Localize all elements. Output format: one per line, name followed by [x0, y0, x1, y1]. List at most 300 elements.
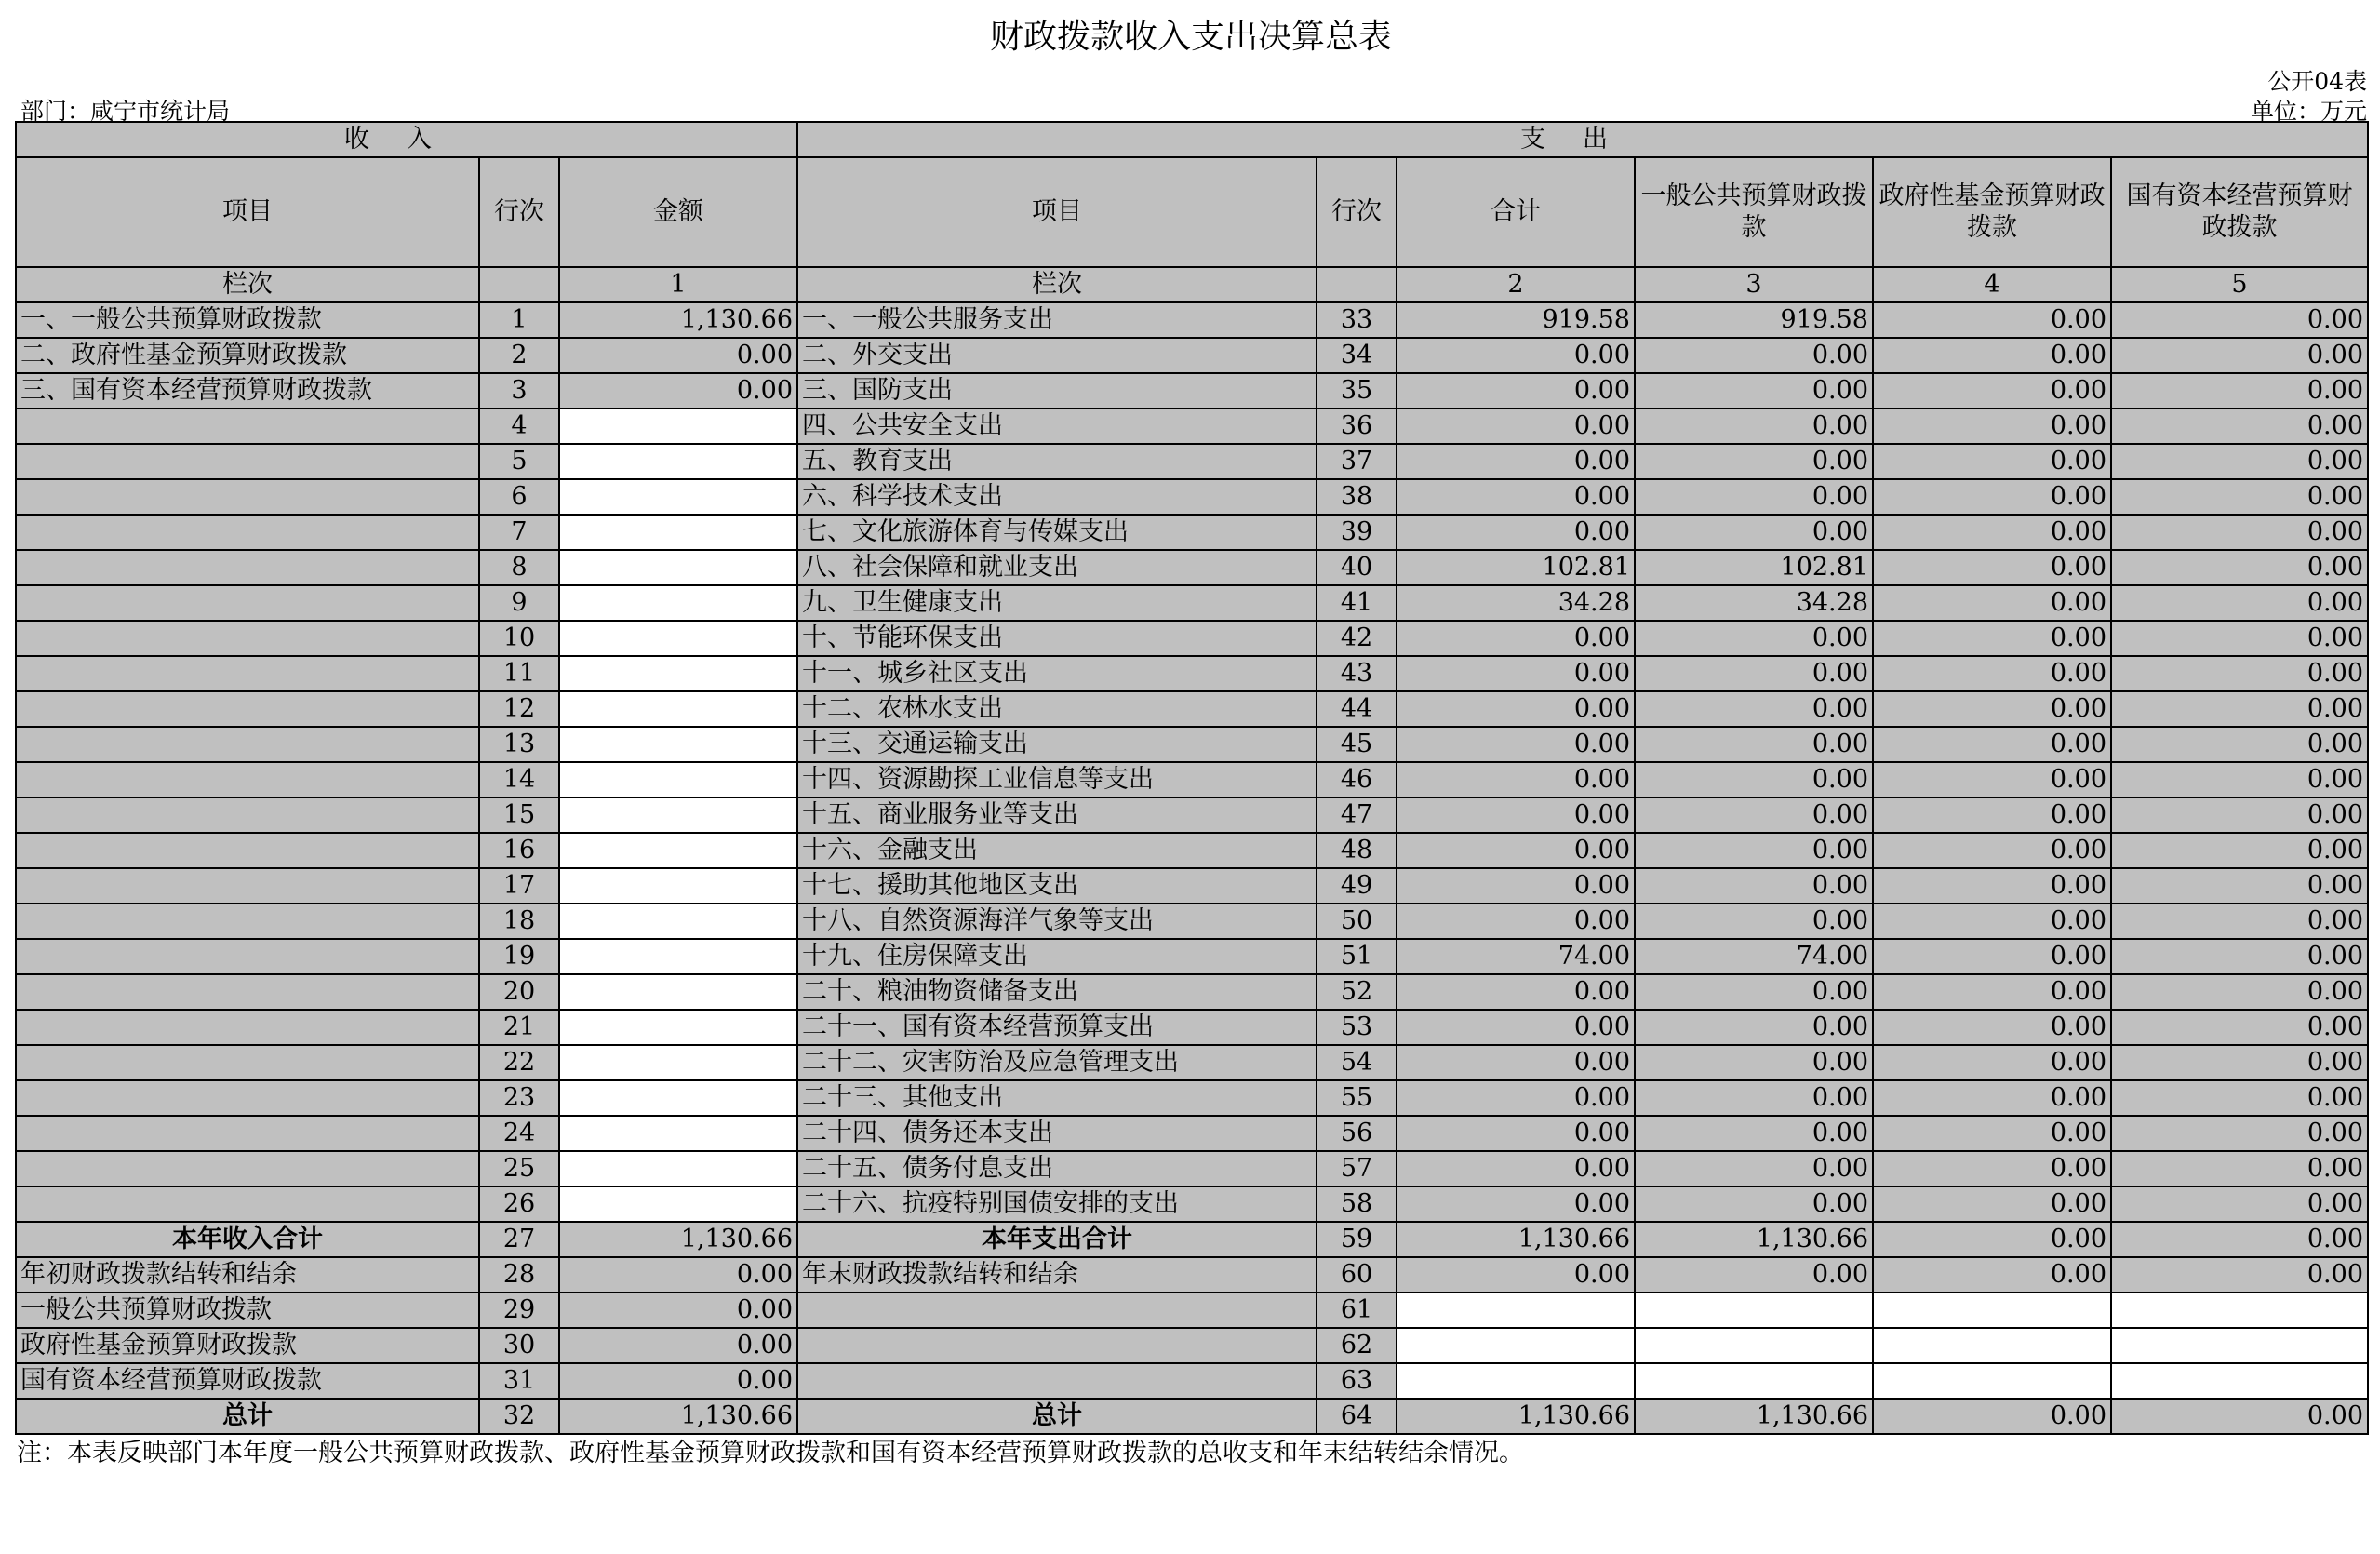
income-item: 一般公共预算财政拨款	[16, 1293, 479, 1328]
income-row-no: 29	[479, 1293, 559, 1328]
expense-item: 十七、援助其他地区支出	[797, 868, 1317, 904]
income-item: 政府性基金预算财政拨款	[16, 1328, 479, 1363]
expense-total: 74.00	[1397, 939, 1635, 974]
expense-state-capital: 0.00	[2111, 727, 2368, 762]
expense-total: 0.00	[1397, 974, 1635, 1010]
expense-item: 总计	[797, 1399, 1317, 1434]
income-row-no: 9	[479, 585, 559, 621]
income-amount	[559, 868, 797, 904]
expense-state-capital: 0.00	[2111, 1010, 2368, 1045]
expense-gov-fund: 0.00	[1873, 1080, 2111, 1116]
header-income-row-no: 行次	[479, 157, 559, 267]
income-row-no: 19	[479, 939, 559, 974]
expense-row-no: 49	[1317, 868, 1397, 904]
expense-gov-fund: 0.00	[1873, 1116, 2111, 1151]
income-row-no: 8	[479, 550, 559, 585]
section-header-row	[16, 122, 2368, 157]
expense-row-no: 41	[1317, 585, 1397, 621]
income-row-no: 18	[479, 904, 559, 939]
income-item	[16, 833, 479, 868]
expense-gov-fund: 0.00	[1873, 409, 2111, 444]
table-row	[16, 444, 2368, 479]
expense-general-budget: 1,130.66	[1635, 1399, 1873, 1434]
expense-state-capital: 0.00	[2111, 1151, 2368, 1186]
income-row-no: 21	[479, 1010, 559, 1045]
expense-gov-fund: 0.00	[1873, 302, 2111, 338]
expense-state-capital: 0.00	[2111, 1080, 2368, 1116]
expense-general-budget: 0.00	[1635, 1080, 1873, 1116]
income-item	[16, 550, 479, 585]
expense-state-capital	[2111, 1363, 2368, 1399]
income-item	[16, 1116, 479, 1151]
expense-row-no: 58	[1317, 1186, 1397, 1222]
table-row	[16, 1045, 2368, 1080]
expense-item: 十三、交通运输支出	[797, 727, 1317, 762]
table-row	[16, 1010, 2368, 1045]
expense-general-budget: 0.00	[1635, 762, 1873, 797]
table-row	[16, 868, 2368, 904]
expense-state-capital: 0.00	[2111, 904, 2368, 939]
income-item	[16, 974, 479, 1010]
department-row	[15, 91, 2367, 125]
expense-general-budget: 0.00	[1635, 904, 1873, 939]
spreadsheet	[15, 13, 2367, 1472]
income-amount: 0.00	[559, 1257, 797, 1293]
expense-total: 0.00	[1397, 904, 1635, 939]
expense-row-no: 60	[1317, 1257, 1397, 1293]
income-item	[16, 1186, 479, 1222]
expense-general-budget	[1635, 1293, 1873, 1328]
table-row	[16, 373, 2368, 409]
income-row-no: 22	[479, 1045, 559, 1080]
carryover-row	[16, 1257, 2368, 1293]
income-amount	[559, 656, 797, 691]
income-row-no: 4	[479, 409, 559, 444]
expense-gov-fund: 0.00	[1873, 444, 2111, 479]
income-row-no: 5	[479, 444, 559, 479]
column-header-row	[16, 157, 2368, 267]
income-row-no: 12	[479, 691, 559, 727]
expense-state-capital: 0.00	[2111, 1045, 2368, 1080]
income-row-no: 11	[479, 656, 559, 691]
expense-row-no: 48	[1317, 833, 1397, 868]
expense-row-no: 47	[1317, 797, 1397, 833]
expense-general-budget: 102.81	[1635, 550, 1873, 585]
carryover-row	[16, 1293, 2368, 1328]
expense-general-budget: 0.00	[1635, 1045, 1873, 1080]
income-amount: 1,130.66	[559, 1399, 797, 1434]
income-item	[16, 762, 479, 797]
expense-gov-fund: 0.00	[1873, 338, 2111, 373]
table-row	[16, 656, 2368, 691]
expense-total: 0.00	[1397, 373, 1635, 409]
expense-total	[1397, 1328, 1635, 1363]
expense-general-budget: 0.00	[1635, 409, 1873, 444]
expense-row-no: 39	[1317, 515, 1397, 550]
expense-total: 0.00	[1397, 1045, 1635, 1080]
income-amount: 0.00	[559, 1363, 797, 1399]
income-item	[16, 444, 479, 479]
income-item	[16, 585, 479, 621]
expense-item: 二十六、抗疫特别国债安排的支出	[797, 1186, 1317, 1222]
expense-total: 1,130.66	[1397, 1399, 1635, 1434]
expense-item: 十五、商业服务业等支出	[797, 797, 1317, 833]
expense-general-budget: 0.00	[1635, 444, 1873, 479]
table-row	[16, 409, 2368, 444]
income-section-header: 收入	[16, 122, 797, 157]
expense-gov-fund: 0.00	[1873, 1186, 2111, 1222]
expense-state-capital: 0.00	[2111, 797, 2368, 833]
expense-total	[1397, 1363, 1635, 1399]
expense-row-no: 40	[1317, 550, 1397, 585]
income-item: 总计	[16, 1399, 479, 1434]
expense-state-capital: 0.00	[2111, 479, 2368, 515]
income-amount	[559, 1010, 797, 1045]
expense-total: 0.00	[1397, 1186, 1635, 1222]
expense-gov-fund: 0.00	[1873, 691, 2111, 727]
table-row	[16, 515, 2368, 550]
expense-total: 0.00	[1397, 621, 1635, 656]
expense-gov-fund: 0.00	[1873, 585, 2111, 621]
income-amount	[559, 1080, 797, 1116]
income-amount	[559, 727, 797, 762]
expense-row-no: 45	[1317, 727, 1397, 762]
expense-total: 0.00	[1397, 338, 1635, 373]
expense-item: 本年支出合计	[797, 1222, 1317, 1257]
table-row	[16, 691, 2368, 727]
income-amount: 0.00	[559, 1328, 797, 1363]
income-row-no: 14	[479, 762, 559, 797]
expense-gov-fund: 0.00	[1873, 479, 2111, 515]
table-row	[16, 727, 2368, 762]
income-row-no: 2	[479, 338, 559, 373]
expense-general-budget: 0.00	[1635, 1116, 1873, 1151]
expense-row-no: 34	[1317, 338, 1397, 373]
expense-row-no: 52	[1317, 974, 1397, 1010]
form-code-row	[15, 61, 2367, 95]
income-amount	[559, 444, 797, 479]
expense-general-budget: 0.00	[1635, 1257, 1873, 1293]
expense-gov-fund: 0.00	[1873, 1399, 2111, 1434]
expense-state-capital: 0.00	[2111, 550, 2368, 585]
income-item	[16, 727, 479, 762]
income-amount	[559, 1151, 797, 1186]
expense-gov-fund: 0.00	[1873, 974, 2111, 1010]
income-row-no: 26	[479, 1186, 559, 1222]
income-row-no: 10	[479, 621, 559, 656]
table-row	[16, 302, 2368, 338]
expense-item	[797, 1328, 1317, 1363]
expense-total: 0.00	[1397, 797, 1635, 833]
expense-total: 0.00	[1397, 1257, 1635, 1293]
income-amount	[559, 515, 797, 550]
expense-total: 0.00	[1397, 762, 1635, 797]
expense-state-capital: 0.00	[2111, 1186, 2368, 1222]
expense-general-budget: 0.00	[1635, 797, 1873, 833]
header-income-amount: 金额	[559, 157, 797, 267]
expense-gov-fund: 0.00	[1873, 550, 2111, 585]
expense-section-header: 支出	[797, 122, 2368, 157]
income-amount	[559, 974, 797, 1010]
expense-general-budget	[1635, 1328, 1873, 1363]
expense-row-no: 56	[1317, 1116, 1397, 1151]
expense-state-capital: 0.00	[2111, 373, 2368, 409]
expense-general-budget: 0.00	[1635, 974, 1873, 1010]
expense-row-no: 55	[1317, 1080, 1397, 1116]
expense-general-budget: 0.00	[1635, 373, 1873, 409]
expense-item: 二十二、灾害防治及应急管理支出	[797, 1045, 1317, 1080]
income-item: 年初财政拨款结转和结余	[16, 1257, 479, 1293]
expense-state-capital: 0.00	[2111, 691, 2368, 727]
table-row	[16, 939, 2368, 974]
expense-total: 34.28	[1397, 585, 1635, 621]
expense-total: 0.00	[1397, 1010, 1635, 1045]
expense-state-capital	[2111, 1328, 2368, 1363]
table-row	[16, 1080, 2368, 1116]
expense-gov-fund: 0.00	[1873, 656, 2111, 691]
expense-total: 919.58	[1397, 302, 1635, 338]
expense-general-budget: 0.00	[1635, 515, 1873, 550]
expense-item: 二十一、国有资本经营预算支出	[797, 1010, 1317, 1045]
index-blank-1	[479, 267, 559, 302]
expense-gov-fund: 0.00	[1873, 1010, 2111, 1045]
table-row	[16, 479, 2368, 515]
page-title: 财政拨款收入支出决算总表	[989, 18, 1392, 56]
expense-general-budget: 0.00	[1635, 833, 1873, 868]
expense-row-no: 42	[1317, 621, 1397, 656]
expense-total: 0.00	[1397, 1080, 1635, 1116]
expense-state-capital: 0.00	[2111, 868, 2368, 904]
expense-general-budget	[1635, 1363, 1873, 1399]
expense-item: 年末财政拨款结转和结余	[797, 1257, 1317, 1293]
income-amount	[559, 621, 797, 656]
income-amount	[559, 1186, 797, 1222]
expense-item: 十六、金融支出	[797, 833, 1317, 868]
expense-gov-fund: 0.00	[1873, 1222, 2111, 1257]
index-3: 3	[1635, 267, 1873, 302]
expense-gov-fund: 0.00	[1873, 762, 2111, 797]
income-item: 二、政府性基金预算财政拨款	[16, 338, 479, 373]
expense-total: 0.00	[1397, 727, 1635, 762]
index-label: 栏次	[16, 267, 479, 302]
expense-row-no: 61	[1317, 1293, 1397, 1328]
income-amount	[559, 904, 797, 939]
expense-item: 八、社会保障和就业支出	[797, 550, 1317, 585]
subtotal-row	[16, 1222, 2368, 1257]
header-state-capital: 国有资本经营预算财政拨款	[2111, 157, 2368, 267]
table-row	[16, 338, 2368, 373]
expense-general-budget: 0.00	[1635, 338, 1873, 373]
income-item: 三、国有资本经营预算财政拨款	[16, 373, 479, 409]
expense-total: 1,130.66	[1397, 1222, 1635, 1257]
expense-general-budget: 0.00	[1635, 621, 1873, 656]
income-row-no: 1	[479, 302, 559, 338]
income-row-no: 17	[479, 868, 559, 904]
expense-item: 二十四、债务还本支出	[797, 1116, 1317, 1151]
expense-total: 0.00	[1397, 656, 1635, 691]
expense-total: 0.00	[1397, 1116, 1635, 1151]
expense-gov-fund: 0.00	[1873, 833, 2111, 868]
income-item	[16, 479, 479, 515]
header-income-item: 项目	[16, 157, 479, 267]
expense-row-no: 59	[1317, 1222, 1397, 1257]
income-row-no: 30	[479, 1328, 559, 1363]
expense-gov-fund: 0.00	[1873, 515, 2111, 550]
footnote: 注：本表反映部门本年度一般公共预算财政拨款、政府性基金预算财政拨款和国有资本经营预算财政拨款的总收支和年末结转结余情况。	[17, 1439, 1524, 1467]
header-expense-row-no: 行次	[1317, 157, 1397, 267]
income-amount	[559, 550, 797, 585]
income-row-no: 7	[479, 515, 559, 550]
index-blank-2	[1317, 267, 1397, 302]
expense-total: 0.00	[1397, 833, 1635, 868]
table-row	[16, 585, 2368, 621]
expense-general-budget: 0.00	[1635, 727, 1873, 762]
expense-gov-fund: 0.00	[1873, 939, 2111, 974]
expense-item: 十二、农林水支出	[797, 691, 1317, 727]
income-item	[16, 1045, 479, 1080]
index-4: 4	[1873, 267, 2111, 302]
expense-row-no: 35	[1317, 373, 1397, 409]
expense-total: 0.00	[1397, 409, 1635, 444]
income-row-no: 23	[479, 1080, 559, 1116]
expense-item: 二、外交支出	[797, 338, 1317, 373]
income-row-no: 31	[479, 1363, 559, 1399]
expense-general-budget: 0.00	[1635, 691, 1873, 727]
header-general-budget: 一般公共预算财政拨款	[1635, 157, 1873, 267]
expense-row-no: 50	[1317, 904, 1397, 939]
table-row	[16, 974, 2368, 1010]
income-item: 一、一般公共预算财政拨款	[16, 302, 479, 338]
expense-state-capital: 0.00	[2111, 939, 2368, 974]
form-code: 公开04表	[2267, 68, 2367, 95]
expense-row-no: 57	[1317, 1151, 1397, 1186]
income-amount	[559, 479, 797, 515]
header-total: 合计	[1397, 157, 1635, 267]
expense-item: 四、公共安全支出	[797, 409, 1317, 444]
carryover-row	[16, 1363, 2368, 1399]
table-row	[16, 904, 2368, 939]
expense-gov-fund: 0.00	[1873, 797, 2111, 833]
expense-row-no: 36	[1317, 409, 1397, 444]
table-row	[16, 762, 2368, 797]
expense-state-capital: 0.00	[2111, 1257, 2368, 1293]
income-row-no: 20	[479, 974, 559, 1010]
expense-total: 0.00	[1397, 868, 1635, 904]
expense-gov-fund: 0.00	[1873, 1151, 2111, 1186]
income-row-no: 15	[479, 797, 559, 833]
expense-state-capital: 0.00	[2111, 1399, 2368, 1434]
income-item	[16, 868, 479, 904]
expense-gov-fund: 0.00	[1873, 904, 2111, 939]
expense-row-no: 64	[1317, 1399, 1397, 1434]
income-row-no: 27	[479, 1222, 559, 1257]
income-row-no: 13	[479, 727, 559, 762]
budget-table	[15, 121, 2369, 1435]
expense-item: 一、一般公共服务支出	[797, 302, 1317, 338]
expense-gov-fund: 0.00	[1873, 727, 2111, 762]
income-item	[16, 797, 479, 833]
income-amount	[559, 797, 797, 833]
expense-item	[797, 1293, 1317, 1328]
expense-row-no: 53	[1317, 1010, 1397, 1045]
table-row	[16, 797, 2368, 833]
expense-general-budget: 0.00	[1635, 1151, 1873, 1186]
income-amount	[559, 409, 797, 444]
income-row-no: 3	[479, 373, 559, 409]
expense-state-capital: 0.00	[2111, 338, 2368, 373]
income-item	[16, 939, 479, 974]
income-amount: 0.00	[559, 373, 797, 409]
income-amount	[559, 585, 797, 621]
expense-row-no: 43	[1317, 656, 1397, 691]
index-5: 5	[2111, 267, 2368, 302]
income-item	[16, 656, 479, 691]
income-row-no: 32	[479, 1399, 559, 1434]
income-amount: 1,130.66	[559, 1222, 797, 1257]
income-amount: 0.00	[559, 1293, 797, 1328]
expense-item: 十四、资源勘探工业信息等支出	[797, 762, 1317, 797]
income-amount	[559, 1116, 797, 1151]
expense-item: 十八、自然资源海洋气象等支出	[797, 904, 1317, 939]
income-row-no: 6	[479, 479, 559, 515]
expense-row-no: 38	[1317, 479, 1397, 515]
header-gov-fund: 政府性基金预算财政拨款	[1873, 157, 2111, 267]
income-row-no: 28	[479, 1257, 559, 1293]
expense-row-no: 54	[1317, 1045, 1397, 1080]
index-1: 1	[559, 267, 797, 302]
index-2: 2	[1397, 267, 1635, 302]
expense-row-no: 46	[1317, 762, 1397, 797]
expense-state-capital: 0.00	[2111, 515, 2368, 550]
expense-state-capital: 0.00	[2111, 409, 2368, 444]
expense-general-budget: 74.00	[1635, 939, 1873, 974]
expense-row-no: 37	[1317, 444, 1397, 479]
expense-general-budget: 0.00	[1635, 479, 1873, 515]
income-item	[16, 1010, 479, 1045]
expense-total: 102.81	[1397, 550, 1635, 585]
expense-item: 五、教育支出	[797, 444, 1317, 479]
expense-item: 十九、住房保障支出	[797, 939, 1317, 974]
income-item	[16, 691, 479, 727]
expense-general-budget: 0.00	[1635, 1010, 1873, 1045]
expense-total	[1397, 1293, 1635, 1328]
table-row	[16, 621, 2368, 656]
expense-row-no: 44	[1317, 691, 1397, 727]
expense-state-capital: 0.00	[2111, 302, 2368, 338]
income-amount: 0.00	[559, 338, 797, 373]
income-item	[16, 1080, 479, 1116]
expense-general-budget: 919.58	[1635, 302, 1873, 338]
income-amount	[559, 762, 797, 797]
expense-item: 二十三、其他支出	[797, 1080, 1317, 1116]
expense-total: 0.00	[1397, 691, 1635, 727]
income-item	[16, 1151, 479, 1186]
expense-item: 三、国防支出	[797, 373, 1317, 409]
table-row	[16, 550, 2368, 585]
income-item	[16, 515, 479, 550]
expense-general-budget: 34.28	[1635, 585, 1873, 621]
expense-item: 二十五、债务付息支出	[797, 1151, 1317, 1186]
expense-item: 二十、粮油物资储备支出	[797, 974, 1317, 1010]
expense-gov-fund: 0.00	[1873, 373, 2111, 409]
expense-general-budget: 0.00	[1635, 868, 1873, 904]
expense-item: 七、文化旅游体育与传媒支出	[797, 515, 1317, 550]
table-row	[16, 1186, 2368, 1222]
expense-total: 0.00	[1397, 515, 1635, 550]
expense-gov-fund: 0.00	[1873, 621, 2111, 656]
table-row	[16, 1151, 2368, 1186]
expense-item: 六、科学技术支出	[797, 479, 1317, 515]
